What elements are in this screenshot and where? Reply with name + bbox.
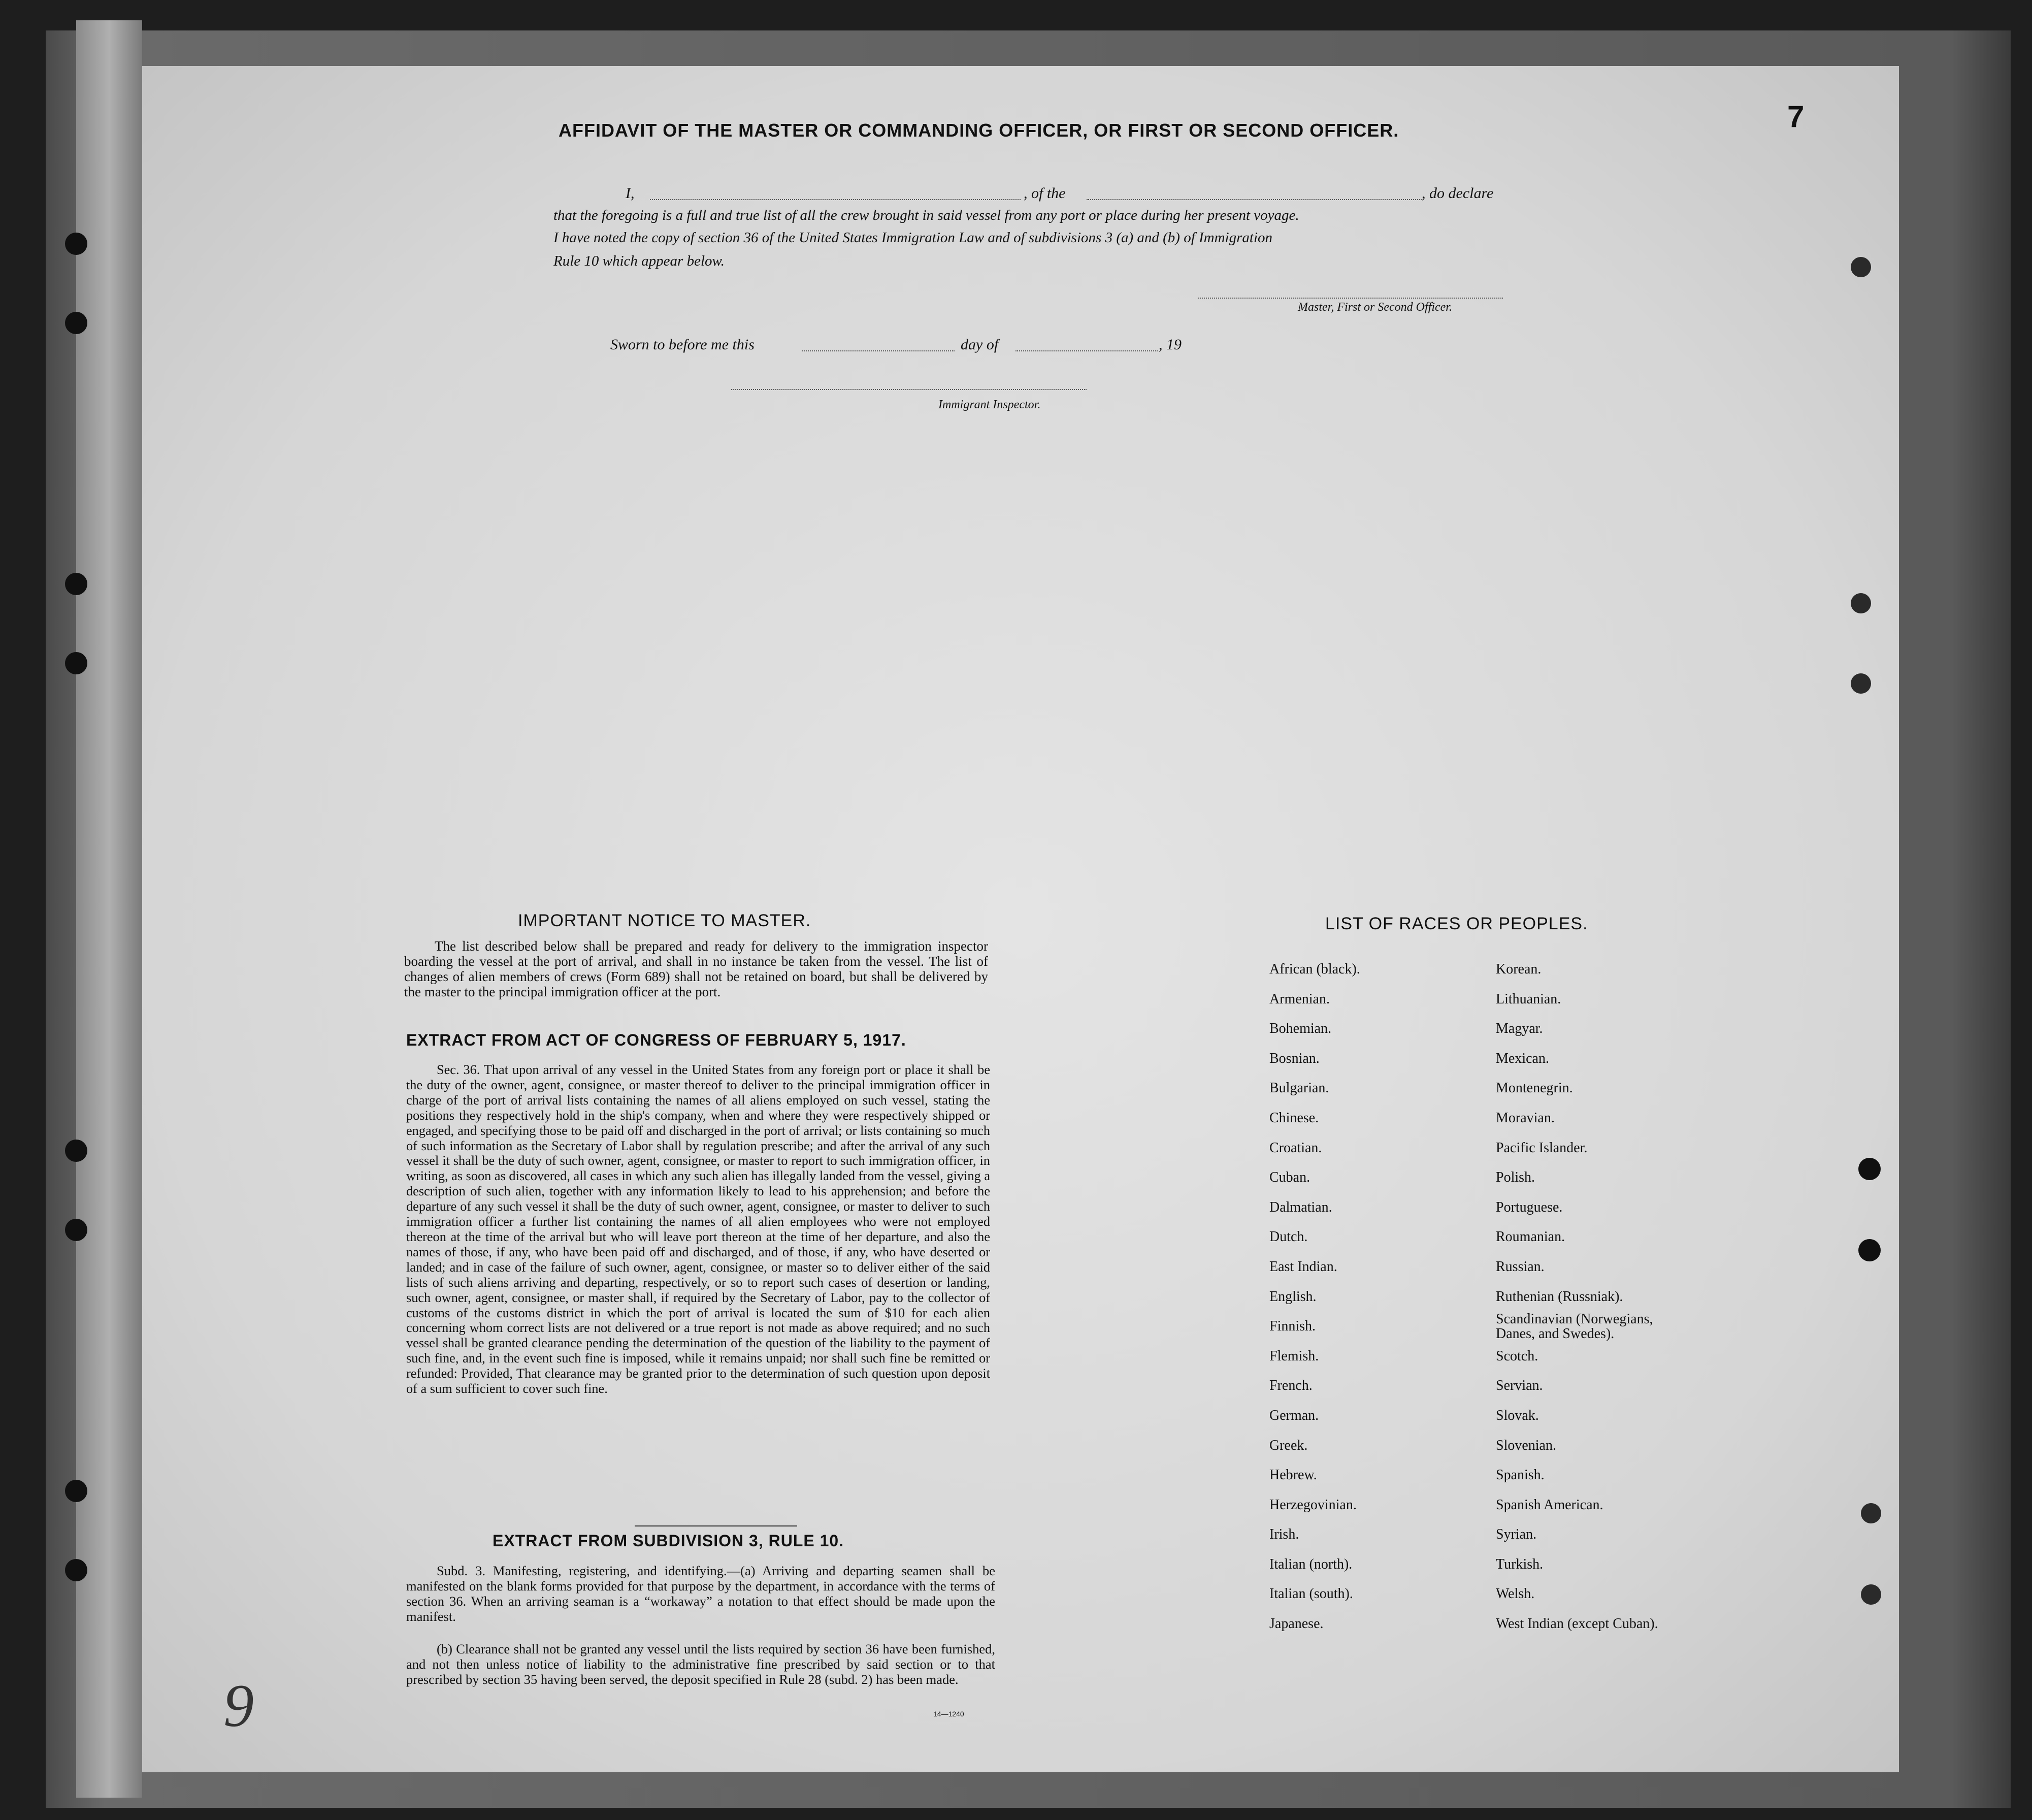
race-item: Chinese. [1269,1110,1319,1126]
extract-rule-body-b: (b) Clearance shall not be granted any vessel until the lists required by section 36 have been furnished, and not then unless notice of liability to the administrative fine prescribed by said section or to that prescribed by section 35 having been served, the deposit specified in Rule 28 (subd. 2) has been made. [406,1641,995,1687]
affidavit-line-3: I have noted the copy of section 36 of the United States Immigration Law and of subdivisions 3 (a) and (b) of Immigration [553,230,1273,246]
notice-body: The list described below shall be prepared and ready for delivery to the immigration inspector boarding the vessel at the port of arrival, and shall in no instance be taken from the vessel. The list of changes of alien members of crews (Form 689) shall not be retained on board, but shall be delivered by the master to the principal immigration officer at the port. [404,938,988,999]
affidavit-declare: , do declare [1422,185,1494,202]
extract-rule-body-a: Subd. 3. Manifesting, registering, and identifying.—(a) Arriving and departing seamen shall be manifested on the blank forms provided for that purpose by the department, in accordance with the terms of section 36. When an arriving seaman is a “workaway” a notation to that effect should be made upon the manifest. [406,1563,995,1624]
race-item: Bohemian. [1269,1021,1332,1037]
race-item: Armenian. [1269,991,1330,1007]
race-item: Syrian. [1496,1526,1537,1543]
punch-hole [1858,1239,1881,1261]
race-item: African (black). [1269,961,1360,977]
race-item: Turkish. [1496,1556,1544,1572]
inspector-caption: Immigrant Inspector. [938,398,1041,411]
race-item: Servian. [1496,1378,1543,1394]
race-item: Magyar. [1496,1021,1543,1037]
vessel-blank [1087,199,1422,200]
affidavit-title: AFFIDAVIT OF THE MASTER OR COMMANDING OFFICER, OR FIRST OR SECOND OFFICER. [559,120,1399,141]
race-item: Bulgarian. [1269,1080,1329,1096]
race-item: East Indian. [1269,1258,1337,1275]
race-item: Japanese. [1269,1616,1324,1632]
race-item: Bosnian. [1269,1050,1320,1066]
race-item: Mexican. [1496,1050,1549,1066]
punch-hole [65,573,87,595]
punch-hole [65,312,87,334]
race-item: Cuban. [1269,1169,1310,1186]
day-of-label: day of [961,336,999,353]
punch-hole [65,1219,87,1241]
races-title: LIST OF RACES OR PEOPLES. [1325,914,1588,933]
punch-hole [65,233,87,255]
race-item: Russian. [1496,1258,1545,1275]
page-number-mark: 7 [1787,100,1805,134]
race-item: Irish. [1269,1526,1299,1543]
race-item: Portuguese. [1496,1199,1563,1215]
race-item: German. [1269,1407,1319,1423]
race-item: Italian (north). [1269,1556,1353,1572]
race-item: Croatian. [1269,1140,1322,1156]
signature-caption: Master, First or Second Officer. [1298,301,1452,314]
punch-hole [1858,1158,1881,1180]
race-item: Spanish American. [1496,1497,1603,1513]
form-number: 14—1240 [933,1710,964,1718]
affidavit-i: I, [626,185,635,202]
extract-act-body: Sec. 36. That upon arrival of any vessel in the United States from any foreign port or place it shall be the duty of the owner, agent, consignee, or master thereof to deliver to the principal immigration officer in charge of the port of arrival lists containing the names of all aliens employed on such vessel, stating the positions they respectively hold in the ship's company, when and where they were respectively shipped or engaged, and specifying those to be paid off and discharged in the port of arrival; or lists containing so much of such information as the Secretary of Labor shall by regulation prescribe; and after the arrival of any such vessel it shall be the duty of such owner, agent, consignee, or master to report to such immigration officer, in writing, as soon as discovered, all cases in which any such alien has illegally landed from the vessel, giving a description of such alien, together with any information likely to lead to his apprehension; and before the departure of any such vessel it shall be the duty of such owner, agent, consignee, or master to deliver to such immigration officer a further list containing the names of all alien employees who were not employed thereon at the time of the arrival but who will leave port thereon at the time of her departure, and also the names of those, if any, who have been paid off and discharged, and of those, if any, who have deserted or landed; and in case of the failure of such owner, agent, consignee, or master so to deliver either of the said lists of such aliens arriving and departing, respectively, or so to report such cases of desertion or landing, such owner, agent, consignee, or master shall, if required by the Secretary of Labor, pay to the collector of customs of the customs district in which the port of arrival is located the sum of $10 for each alien concerning whom correct lists are not delivered or a true report is not made as above required; and no such vessel shall be granted clearance pending the determination of the question of the liability to the payment of such fine, and, in the event such fine is imposed, while it remains unpaid; nor shall such fine be remitted or refunded: Provided, That clearance may be granted prior to the determination of such question upon deposit of a sum sufficient to cover such fine. [406,1062,990,1396]
race-item: Moravian. [1496,1110,1555,1126]
punch-hole [1861,1503,1881,1523]
race-item: West Indian (except Cuban). [1496,1616,1658,1632]
race-item: French. [1269,1378,1313,1394]
name-blank [650,199,1021,200]
race-item: Dutch. [1269,1229,1308,1245]
race-item: Dalmatian. [1269,1199,1332,1215]
section-divider [635,1525,797,1526]
punch-hole [1851,593,1871,613]
binding-strip [76,20,142,1798]
races-column-1 [1269,955,1360,1639]
sworn-label: Sworn to before me this [610,336,755,353]
race-item: Slovenian. [1496,1437,1556,1453]
extract-act-title: EXTRACT FROM ACT OF CONGRESS OF FEBRUARY 5, 1917. [406,1031,906,1049]
race-item: Italian (south). [1269,1586,1353,1602]
affidavit-line-4: Rule 10 which appear below. [553,253,725,269]
extract-rule-title: EXTRACT FROM SUBDIVISION 3, RULE 10. [493,1532,844,1550]
race-item: Pacific Islander. [1496,1140,1588,1156]
punch-hole [65,1559,87,1581]
race-item: Montenegrin. [1496,1080,1573,1096]
punch-hole [1851,673,1871,694]
race-item: Welsh. [1496,1586,1535,1602]
notice-title: IMPORTANT NOTICE TO MASTER. [518,911,811,930]
inspector-line [731,389,1087,390]
race-item: Hebrew. [1269,1467,1317,1483]
race-item: Slovak. [1496,1407,1539,1423]
race-item: Greek. [1269,1437,1308,1453]
race-item: Roumanian. [1496,1229,1565,1245]
signature-line [1198,298,1503,299]
races-column-2 [1496,955,1689,1639]
race-item: Lithuanian. [1496,991,1561,1007]
race-item: English. [1269,1288,1317,1305]
punch-hole [1851,257,1871,277]
race-item: Scotch. [1496,1348,1538,1364]
punch-hole [1861,1584,1881,1605]
punch-hole [65,652,87,674]
race-item: Scandinavian (Norwegians, Danes, and Swedes). [1496,1311,1653,1342]
month-blank [1015,350,1158,351]
year-label: , 19 [1159,336,1182,353]
affidavit-line-2: that the foregoing is a full and true list of all the crew brought in said vessel from any port or place during her present voyage. [553,207,1299,223]
punch-hole [65,1480,87,1502]
race-item: Herzegovinian. [1269,1497,1357,1513]
race-item: Spanish. [1496,1467,1545,1483]
race-item: Flemish. [1269,1348,1319,1364]
punch-hole [65,1140,87,1162]
race-item: Polish. [1496,1169,1535,1186]
affidavit-of-the: , of the [1024,185,1066,202]
race-item: Ruthenian (Russniak). [1496,1288,1623,1305]
handwritten-mark: 9 [223,1672,254,1739]
race-item: Finnish. [1269,1318,1316,1335]
race-item: Korean. [1496,961,1542,977]
sworn-day-blank [802,350,955,351]
